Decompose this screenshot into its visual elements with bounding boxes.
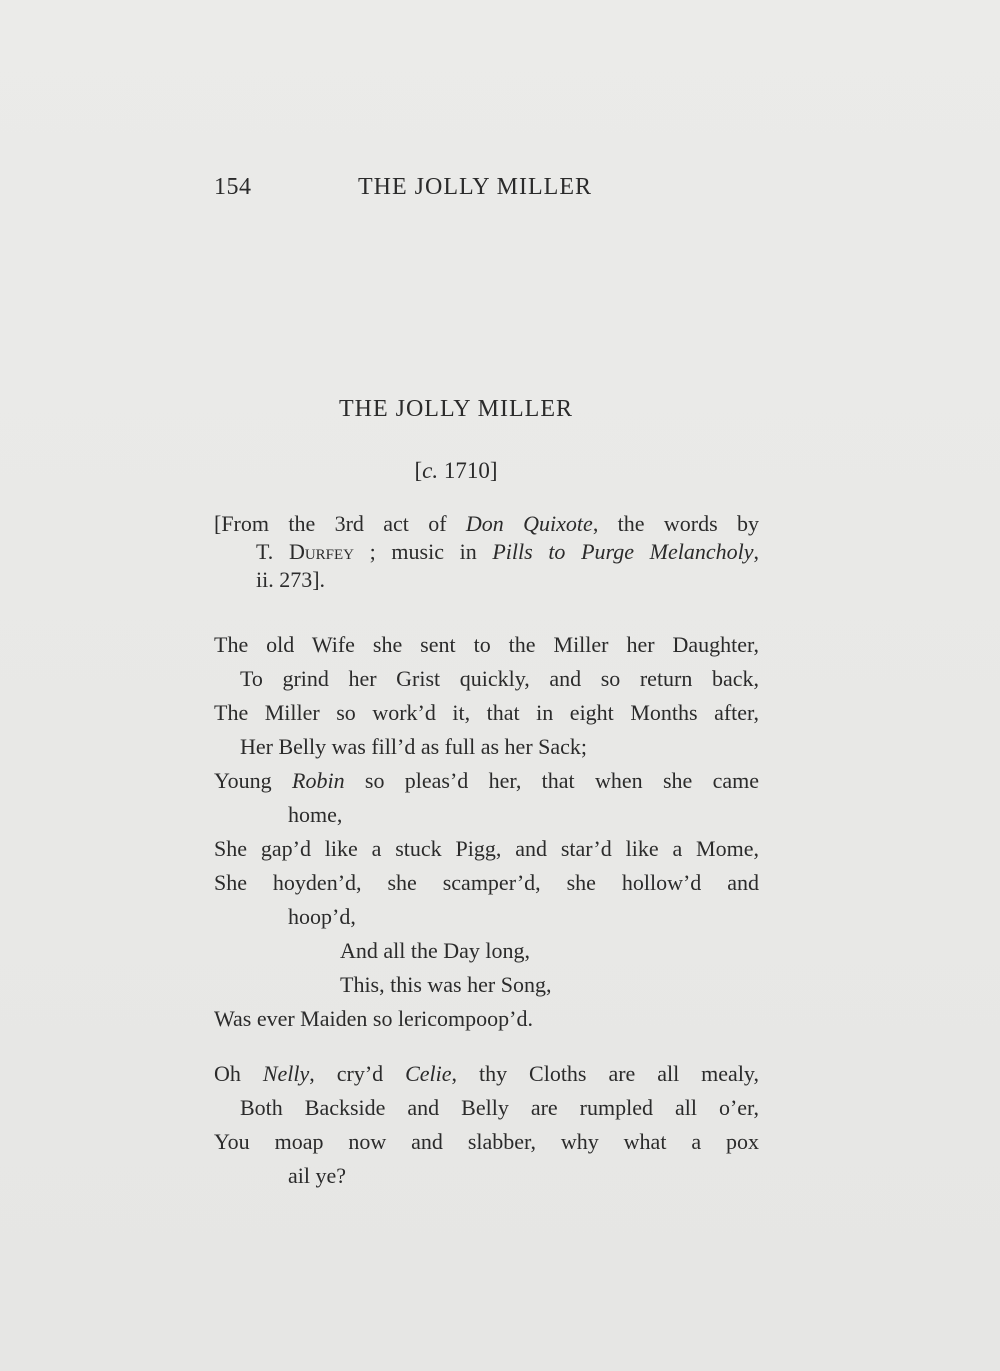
verse-line: Both Backside and Belly are rumpled all o’er, <box>240 1095 759 1120</box>
verse-line: She gap’d like a stuck Pigg, and star’d like a Mome, <box>214 836 759 861</box>
note-text: ; music in <box>354 539 493 564</box>
verse-name: Celie <box>405 1061 452 1086</box>
poem-title: THE JOLLY MILLER <box>338 396 573 422</box>
verse-text: Young <box>214 768 293 793</box>
page-number: 154 <box>214 174 252 200</box>
verse-text: Oh <box>214 1061 263 1086</box>
verse-line: To grind her Grist quickly, and so return back, <box>240 666 759 691</box>
note-author: Durfey <box>288 539 355 564</box>
note-work-title: Pills to Purge Melancholy <box>492 539 754 564</box>
date-year: 1710] <box>438 458 498 483</box>
verse-line: You moap now and slabber, why what a pox <box>214 1129 759 1154</box>
running-head <box>214 174 754 208</box>
stanza-2 <box>214 1057 759 1193</box>
note-line-2 <box>214 538 759 566</box>
source-note <box>214 510 759 594</box>
note-line-1 <box>214 510 759 538</box>
verse-line: hoop’d, <box>288 904 356 929</box>
verse-line: The old Wife she sent to the Miller her Daughter, <box>214 632 759 657</box>
verse-line: The Miller so work’d it, that in eight Months after, <box>214 700 759 725</box>
verse-line: This, this was her Song, <box>340 972 552 997</box>
verse-name: Robin <box>292 768 345 793</box>
note-text: , the words by <box>592 511 760 536</box>
note-text: [From the 3rd act of <box>214 511 466 536</box>
verse-line <box>214 1057 759 1091</box>
note-work-title: Don Quixote <box>465 511 593 536</box>
verse-line: ail ye? <box>288 1163 347 1188</box>
verse-text: , cry’d <box>309 1061 406 1086</box>
verse-line: Her Belly was fill’d as full as her Sack; <box>240 734 588 759</box>
note-line-3: ii. 273]. <box>256 567 326 592</box>
verse-line: She hoyden’d, she scamper’d, she hollow’d and <box>214 870 759 895</box>
date-open: [ <box>414 458 423 483</box>
verse-line: home, <box>288 802 343 827</box>
verse-line <box>214 764 759 798</box>
date-circa: c. <box>422 458 439 483</box>
note-text: , <box>753 539 759 564</box>
running-title: THE JOLLY MILLER <box>358 174 593 200</box>
verse-text: so pleas’d her, that when she came <box>344 768 759 793</box>
verse-text: , thy Cloths are all mealy, <box>451 1061 759 1086</box>
stanza-1 <box>214 628 759 1036</box>
verse-line: Was ever Maiden so lericompoop’d. <box>214 1006 533 1031</box>
poem-date <box>186 458 726 484</box>
verse-name: Nelly <box>262 1061 310 1086</box>
note-text: T. <box>256 539 289 564</box>
verse-line: And all the Day long, <box>340 938 531 963</box>
